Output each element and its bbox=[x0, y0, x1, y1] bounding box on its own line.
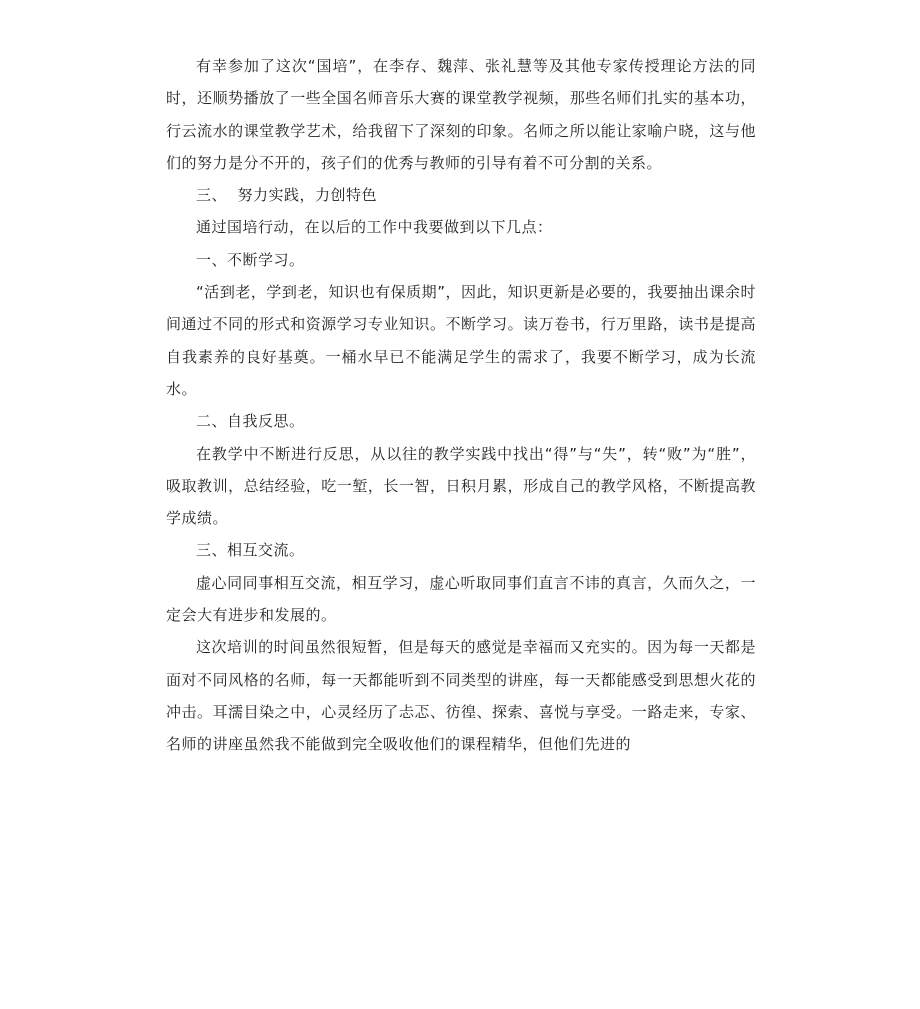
section-heading-practice: 三、 努力实践，力创特色 bbox=[196, 186, 378, 205]
paragraph-guopei-experience: 有幸参加了这次“国培”，在李存、魏萍、张礼慧等及其他专家传授理论方法的同时，还顺势播放了一些全国名师音乐大赛的课堂教学视频，那些名师们扎实的基本功，行云流水的课堂教学艺术，给我留下了深刻的印象。名师之所以能让家喻户晓，这与他们的努力是分不开的，孩子们的优秀与教师的引导有着不可分割的关系。 bbox=[166, 57, 756, 172]
paragraph-mutual-exchange: 虚心同同事相互交流，相互学习，虚心听取同事们直言不讳的真言，久而久之，一定会大有进步和发展的。 bbox=[166, 573, 756, 625]
paragraph-self-reflection: 在教学中不断进行反思，从以往的教学实践中找出“得”与“失”，转“败”为“胜”，吸取教训，总结经验，吃一堑，长一智，日积月累，形成自己的教学风格，不断提高教学成绩。 bbox=[166, 444, 756, 528]
subheading-keep-learning: 一、不断学习。 bbox=[196, 250, 305, 269]
document-body bbox=[166, 50, 756, 761]
intro-line-goals: 通过国培行动，在以后的工作中我要做到以下几点： bbox=[196, 218, 553, 237]
subheading-mutual-exchange: 三、相互交流。 bbox=[196, 541, 305, 560]
paragraph-keep-learning: “活到老，学到老，知识也有保质期”，因此，知识更新是必要的，我要抽出课余时间通过不同的形式和资源学习专业知识。不断学习。读万卷书，行万里路，读书是提高自我素养的良好基奠。一桶水早已不能满足学生的需求了，我要不断学习，成为长流水。 bbox=[166, 283, 756, 398]
paragraph-training-summary: 这次培训的时间虽然很短暂，但是每天的感觉是幸福而又充实的。因为每一天都是面对不同风格的名师，每一天都能听到不同类型的讲座，每一天都能感受到思想火花的冲击。耳濡目染之中，心灵经历了忐忑、彷徨、探索、喜悦与享受。一路走来，专家、名师的讲座虽然我不能做到完全吸收他们的课程精华，但他们先进的 bbox=[166, 638, 756, 754]
subheading-self-reflection: 二、自我反思。 bbox=[196, 412, 305, 431]
